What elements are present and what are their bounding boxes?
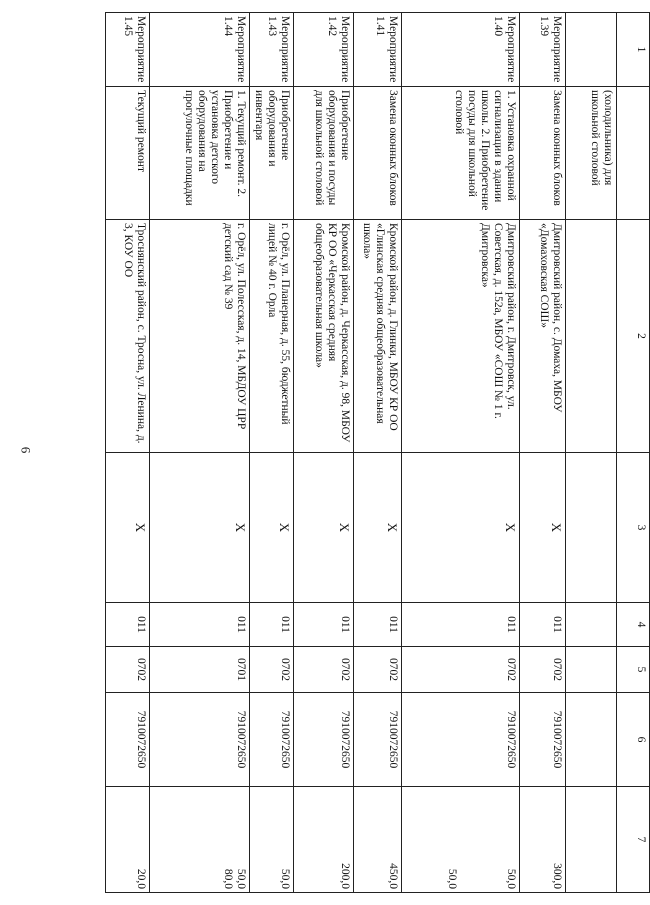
event-cell: Мероприятие 1.41: [354, 13, 402, 87]
code6-cell: 7910072650: [402, 693, 520, 787]
amount-cell: 200,0: [294, 787, 354, 893]
address-cell: Дмитровский район, с. Домаха, МБОУ «Домаховская СОШ»: [520, 220, 566, 453]
budget-table: [105, 12, 650, 893]
code4-cell: 011: [250, 603, 294, 647]
table-row: [106, 13, 150, 893]
header-cell: 2: [617, 220, 650, 453]
x-cell: Х: [294, 453, 354, 603]
code5-cell: 0701: [150, 647, 250, 693]
header-cell: [617, 87, 650, 220]
table-row: [294, 13, 354, 893]
address-cell: г. Орёл, ул. Планерная, д. 55, бюджетный лицей № 40 г. Орла: [250, 220, 294, 453]
code5-cell: 0702: [106, 647, 150, 693]
code6-cell: 7910072650: [520, 693, 566, 787]
code6-cell: 7910072650: [250, 693, 294, 787]
table-row: [150, 13, 250, 893]
event-cell: Мероприятие 1.44: [150, 13, 250, 87]
budget-sheet: [90, 12, 650, 892]
event-cell: Мероприятие 1.40: [402, 13, 520, 87]
x-cell: Х: [106, 453, 150, 603]
description-cell: Замена оконных блоков: [354, 87, 402, 220]
code6-cell: 7910072650: [150, 693, 250, 787]
header-cell: 4: [617, 603, 650, 647]
continued-text: (холодильника) для школьной столовой: [566, 87, 617, 220]
description-cell: Замена оконных блоков: [520, 87, 566, 220]
code4-cell: 011: [402, 603, 520, 647]
table-row: [520, 13, 566, 893]
amount-value: 50,0: [235, 868, 247, 889]
header-cell: 3: [617, 453, 650, 603]
code4-cell: 011: [294, 603, 354, 647]
amount-value-2: 80,0: [222, 868, 234, 889]
description-cell: Приобретение оборудования и посуды для школьной столовой: [294, 87, 354, 220]
code6-cell: 7910072650: [106, 693, 150, 787]
event-cell: Мероприятие 1.39: [520, 13, 566, 87]
x-cell: Х: [520, 453, 566, 603]
header-row: [617, 13, 650, 893]
code5-cell: 0702: [294, 647, 354, 693]
amount-cell: [150, 787, 250, 893]
description-cell: Текущий ремонт: [106, 87, 150, 220]
code5-cell: 0702: [520, 647, 566, 693]
amount-cell: 450,0: [354, 787, 402, 893]
address-cell: Кромской район, д. Черкасская, д. 98, МБОУ КР ОО «Черкасская средняя общеобразовательная школа»: [294, 220, 354, 453]
event-cell: Мероприятие 1.42: [294, 13, 354, 87]
code4-cell: 011: [106, 603, 150, 647]
amount-value-2: 50,0: [446, 868, 458, 889]
header-cell: 1: [617, 13, 650, 87]
header-cell: 5: [617, 647, 650, 693]
x-cell: Х: [150, 453, 250, 603]
description-cell: 1. Установка охранной сигнализации в здании школы. 2. Приобретение посуды для школьной столовой: [402, 87, 520, 220]
continued-row: [566, 13, 617, 893]
page-number: 6: [18, 446, 34, 454]
code6-cell: 7910072650: [294, 693, 354, 787]
amount-cell: 300,0: [520, 787, 566, 893]
address-cell: Дмитровский район, г. Дмитровск, ул. Советская, д. 152а, МБОУ «СОШ № 1 г. Дмитровска»: [402, 220, 520, 453]
code4-cell: 011: [354, 603, 402, 647]
amount-cell: 20,0: [106, 787, 150, 893]
event-cell: Мероприятие 1.45: [106, 13, 150, 87]
address-cell: г. Орёл, ул. Полесская, д. 14, МБДОУ ЦРР детский сад № 39: [150, 220, 250, 453]
x-cell: Х: [354, 453, 402, 603]
code4-cell: 011: [520, 603, 566, 647]
code5-cell: 0702: [354, 647, 402, 693]
header-cell: 7: [617, 787, 650, 893]
header-cell: 6: [617, 693, 650, 787]
table-row: [402, 13, 520, 893]
x-cell: Х: [250, 453, 294, 603]
table-row: [354, 13, 402, 893]
description-cell: Приобретение оборудования и инвентаря: [250, 87, 294, 220]
code4-cell: 011: [150, 603, 250, 647]
code5-cell: 0702: [250, 647, 294, 693]
description-cell: 1. Текущий ремонт. 2. Приобретение и установка детского оборудования на прогулочные площадки: [150, 87, 250, 220]
address-cell: Троснянский район, с. Тросна, ул. Ленина, д. 3, КОУ ОО: [106, 220, 150, 453]
amount-cell: [402, 787, 520, 893]
amount-cell: 50,0: [250, 787, 294, 893]
event-cell: Мероприятие 1.43: [250, 13, 294, 87]
amount-value: 50,0: [505, 868, 517, 889]
x-cell: Х: [402, 453, 520, 603]
code6-cell: 7910072650: [354, 693, 402, 787]
address-cell: Кромской район, д. Глинки, МБОУ КР ОО «Глинская средняя общеобразовательная школа»: [354, 220, 402, 453]
table-row: [250, 13, 294, 893]
code5-cell: 0702: [402, 647, 520, 693]
